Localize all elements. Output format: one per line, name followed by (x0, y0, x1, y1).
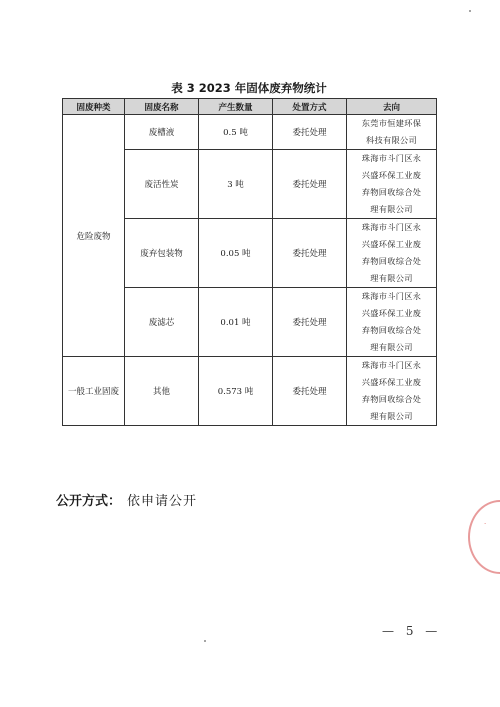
destination-line: 珠海市斗门区永 (361, 153, 422, 163)
destination-cell (347, 357, 437, 426)
amount-cell: 3 吨 (199, 150, 273, 219)
header-destination: 去向 (347, 99, 437, 115)
header-method: 处置方式 (273, 99, 347, 115)
header-amount: 产生数量 (199, 99, 273, 115)
disclosure-label: 公开方式： (56, 494, 122, 509)
destination-line: 兴盛环保工业废 (361, 239, 422, 249)
destination-line: 科技有限公司 (366, 135, 417, 145)
destination-line: 弃物回收综合处 (361, 325, 422, 335)
category-cell-hazardous: 危险废物 (63, 115, 125, 357)
disclosure-line (56, 490, 197, 509)
destination-line: 弃物回收综合处 (361, 256, 422, 266)
destination-cell (347, 150, 437, 219)
destination-line: 兴盛环保工业废 (361, 377, 422, 387)
method-cell: 委托处理 (273, 288, 347, 357)
destination-line: 理有限公司 (370, 342, 413, 352)
seal-mark: · (484, 520, 487, 528)
destination-line: 珠海市斗门区永 (361, 291, 422, 301)
destination-line: 弃物回收综合处 (361, 187, 422, 197)
disclosure-value: 依申请公开 (127, 494, 198, 509)
header-name: 固废名称 (125, 99, 199, 115)
red-seal-stamp (468, 500, 500, 574)
amount-cell: 0.01 吨 (199, 288, 273, 357)
table-caption: 表 3 2023 年固体废弃物统计 (171, 81, 327, 95)
amount-cell: 0.5 吨 (199, 115, 273, 150)
solid-waste-table (62, 98, 437, 426)
destination-cell (347, 115, 437, 150)
table-row (63, 357, 437, 426)
destination-line: 弃物回收综合处 (361, 394, 422, 404)
waste-name-cell: 废弃包装物 (125, 219, 199, 288)
destination-cell (347, 219, 437, 288)
method-cell: 委托处理 (273, 219, 347, 288)
waste-name-cell: 废槽液 (125, 115, 199, 150)
scan-speck (469, 10, 471, 12)
destination-line: 珠海市斗门区永 (361, 222, 422, 232)
page-number: — 5 — (382, 624, 442, 638)
destination-line: 理有限公司 (370, 204, 413, 214)
header-category: 固废种类 (63, 99, 125, 115)
category-cell-general: 一般工业固废 (63, 357, 125, 426)
destination-line: 珠海市斗门区永 (361, 360, 422, 370)
method-cell: 委托处理 (273, 357, 347, 426)
waste-name-cell: 废活性炭 (125, 150, 199, 219)
destination-line: 兴盛环保工业废 (361, 308, 422, 318)
waste-name-cell: 废滤芯 (125, 288, 199, 357)
destination-line: 理有限公司 (370, 411, 413, 421)
scan-speck (204, 640, 206, 642)
amount-cell: 0.05 吨 (199, 219, 273, 288)
table-header-row (63, 99, 437, 115)
destination-line: 东莞市恒建环保 (361, 118, 422, 128)
amount-cell: 0.573 吨 (199, 357, 273, 426)
method-cell: 委托处理 (273, 115, 347, 150)
waste-name-cell: 其他 (125, 357, 199, 426)
destination-cell (347, 288, 437, 357)
method-cell: 委托处理 (273, 150, 347, 219)
destination-line: 理有限公司 (370, 273, 413, 283)
destination-line: 兴盛环保工业废 (361, 170, 422, 180)
table-row (63, 115, 437, 150)
